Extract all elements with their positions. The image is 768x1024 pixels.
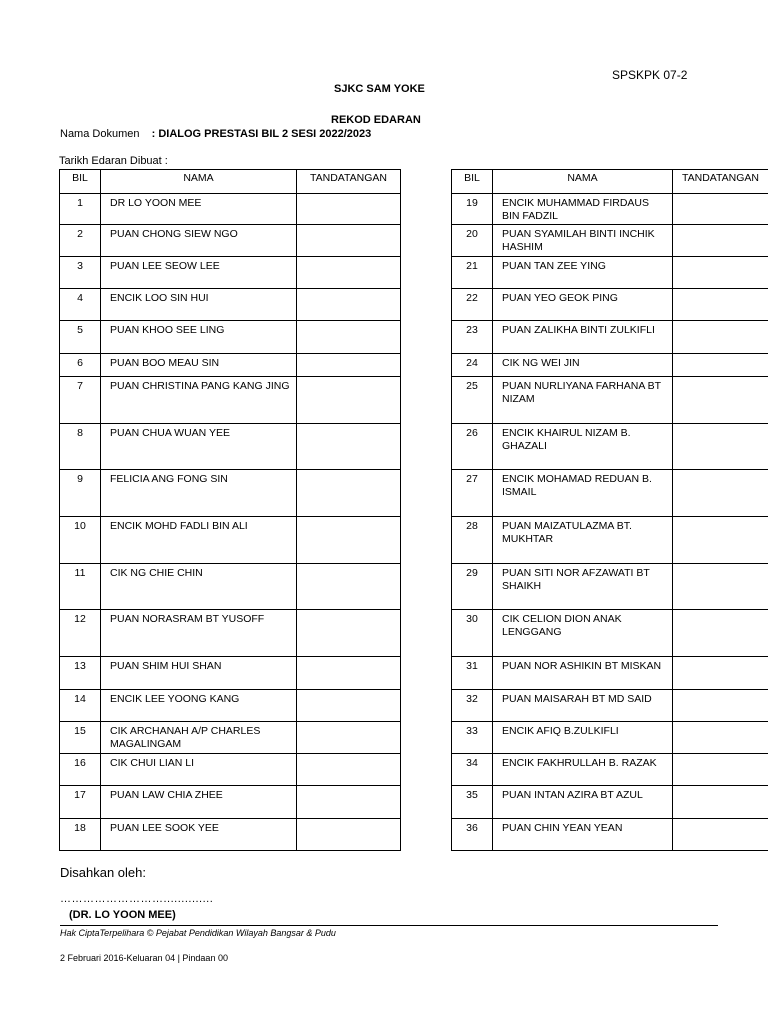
signature-cell[interactable] [297,690,401,722]
issue-line: 2 Februari 2016-Keluaran 04 | Pindaan 00 [60,953,228,963]
row-name: ENCIK AFIQ B.ZULKIFLI [493,722,673,754]
row-number: 3 [60,257,101,289]
row-number: 22 [452,289,493,321]
row-number: 15 [60,722,101,754]
row-number: 19 [452,194,493,225]
table-row [60,754,401,786]
row-name: ENCIK MOHD FADLI BIN ALI [101,517,297,564]
table-row [452,377,768,424]
row-number: 13 [60,657,101,690]
row-name: CIK NG WEI JIN [493,354,673,377]
table-row [60,354,401,377]
row-number: 18 [60,819,101,851]
signature-cell[interactable] [297,564,401,610]
row-number: 32 [452,690,493,722]
table-row [452,610,768,657]
row-number: 31 [452,657,493,690]
signature-cell[interactable] [297,819,401,851]
column-header-tandatangan: TANDATANGAN [673,170,768,194]
table-header-row [60,170,401,194]
table-row [452,424,768,470]
table-row [452,257,768,289]
row-name: PUAN SHIM HUI SHAN [101,657,297,690]
row-name: ENCIK LEE YOONG KANG [101,690,297,722]
row-name: ENCIK MOHAMAD REDUAN B. ISMAIL [493,470,673,517]
signature-line: ……………………….............. [60,893,214,905]
row-name: PUAN NOR ASHIKIN BT MISKAN [493,657,673,690]
row-name: PUAN TAN ZEE YING [493,257,673,289]
footer-divider [60,925,718,926]
row-number: 14 [60,690,101,722]
signature-cell[interactable] [673,194,768,225]
row-number: 20 [452,225,493,257]
table-row [452,690,768,722]
row-number: 29 [452,564,493,610]
table-row [452,470,768,517]
table-row [452,754,768,786]
roster-table-left [59,169,401,851]
row-number: 2 [60,225,101,257]
table-row [60,819,401,851]
signature-cell[interactable] [297,321,401,354]
row-number: 23 [452,321,493,354]
row-name: PUAN SYAMILAH BINTI INCHIK HASHIM [493,225,673,257]
row-number: 8 [60,424,101,470]
signature-cell[interactable] [297,424,401,470]
row-number: 28 [452,517,493,564]
row-number: 26 [452,424,493,470]
signature-cell[interactable] [673,289,768,321]
school-name: SJKC SAM YOKE [334,83,425,95]
signature-cell[interactable] [673,354,768,377]
signature-cell[interactable] [297,610,401,657]
table-row [60,377,401,424]
row-name: ENCIK MUHAMMAD FIRDAUS BIN FADZIL [493,194,673,225]
table-row [60,690,401,722]
row-name: PUAN MAISARAH BT MD SAID [493,690,673,722]
row-number: 6 [60,354,101,377]
signature-cell[interactable] [673,225,768,257]
table-row [60,424,401,470]
signature-cell[interactable] [297,786,401,819]
table-row [452,722,768,754]
table-row [60,225,401,257]
signature-cell[interactable] [673,424,768,470]
table-row [60,610,401,657]
table-row [452,321,768,354]
row-name: ENCIK KHAIRUL NIZAM B. GHAZALI [493,424,673,470]
table-row [452,289,768,321]
row-number: 11 [60,564,101,610]
table-row [452,194,768,225]
row-number: 17 [60,786,101,819]
row-name: PUAN CHIN YEAN YEAN [493,819,673,851]
column-header-tandatangan: TANDATANGAN [297,170,401,194]
signer-name: (DR. LO YOON MEE) [69,909,176,921]
table-row [452,819,768,851]
row-name: PUAN INTAN AZIRA BT AZUL [493,786,673,819]
row-name: CIK CHUI LIAN LI [101,754,297,786]
signature-cell[interactable] [297,657,401,690]
table-header-row [452,170,768,194]
table-row [60,194,401,225]
signature-cell[interactable] [673,564,768,610]
row-number: 35 [452,786,493,819]
signature-cell[interactable] [297,257,401,289]
row-name: CIK NG CHIE CHIN [101,564,297,610]
row-number: 36 [452,819,493,851]
signature-cell[interactable] [297,377,401,424]
row-number: 27 [452,470,493,517]
row-name: ENCIK LOO SIN HUI [101,289,297,321]
table-row [452,517,768,564]
row-name: PUAN BOO MEAU SIN [101,354,297,377]
table-row [60,470,401,517]
signature-cell[interactable] [673,722,768,754]
row-number: 25 [452,377,493,424]
signature-cell[interactable] [297,754,401,786]
signature-cell[interactable] [673,819,768,851]
signature-cell[interactable] [673,517,768,564]
row-name: PUAN CHUA WUAN YEE [101,424,297,470]
row-number: 10 [60,517,101,564]
row-name: PUAN NURLIYANA FARHANA BT NIZAM [493,377,673,424]
table-row [452,564,768,610]
table-row [60,321,401,354]
document-line [60,128,371,140]
row-name: PUAN YEO GEOK PING [493,289,673,321]
signature-cell[interactable] [297,354,401,377]
copyright-notice: Hak CiptaTerpelihara © Pejabat Pendidikan Wilayah Bangsar & Pudu [60,928,336,938]
signature-cell[interactable] [673,754,768,786]
row-name: FELICIA ANG FONG SIN [101,470,297,517]
table-row [60,564,401,610]
row-number: 12 [60,610,101,657]
row-number: 34 [452,754,493,786]
row-name: DR LO YOON MEE [101,194,297,225]
row-number: 24 [452,354,493,377]
table-row [452,225,768,257]
row-name: PUAN LEE SEOW LEE [101,257,297,289]
row-name: PUAN LEE SOOK YEE [101,819,297,851]
table-row [60,257,401,289]
row-number: 5 [60,321,101,354]
column-header-bil: BIL [452,170,493,194]
row-number: 9 [60,470,101,517]
row-name: CIK CELION DION ANAK LENGGANG [493,610,673,657]
table-row [60,289,401,321]
table-row [452,786,768,819]
row-number: 1 [60,194,101,225]
signature-cell[interactable] [673,321,768,354]
column-header-nama: NAMA [101,170,297,194]
signature-cell[interactable] [297,194,401,225]
table-row [60,657,401,690]
signature-cell[interactable] [297,225,401,257]
row-name: PUAN LAW CHIA ZHEE [101,786,297,819]
signature-cell[interactable] [673,470,768,517]
signature-cell[interactable] [297,517,401,564]
row-number: 33 [452,722,493,754]
row-name: PUAN MAIZATULAZMA BT. MUKHTAR [493,517,673,564]
roster-table-right [451,169,768,851]
row-number: 7 [60,377,101,424]
row-name: PUAN SITI NOR AFZAWATI BT SHAIKH [493,564,673,610]
signature-cell[interactable] [673,377,768,424]
row-number: 16 [60,754,101,786]
document-label: Nama Dokumen [60,128,140,140]
row-name: ENCIK FAKHRULLAH B. RAZAK [493,754,673,786]
row-number: 4 [60,289,101,321]
row-number: 30 [452,610,493,657]
row-name: PUAN CHONG SIEW NGO [101,225,297,257]
table-row [452,657,768,690]
column-header-nama: NAMA [493,170,673,194]
signature-cell[interactable] [673,690,768,722]
signature-cell[interactable] [297,722,401,754]
date-label: Tarikh Edaran Dibuat : [59,155,168,167]
record-title: REKOD EDARAN [331,114,421,126]
table-row [452,354,768,377]
row-name: PUAN KHOO SEE LING [101,321,297,354]
form-code: SPSKPK 07-2 [612,68,688,82]
row-number: 21 [452,257,493,289]
signature-cell[interactable] [673,610,768,657]
row-name: PUAN NORASRAM BT YUSOFF [101,610,297,657]
verified-label: Disahkan oleh: [60,865,146,880]
row-name: PUAN CHRISTINA PANG KANG JING [101,377,297,424]
signature-cell[interactable] [673,786,768,819]
row-name: PUAN ZALIKHA BINTI ZULKIFLI [493,321,673,354]
document-value: : DIALOG PRESTASI BIL 2 SESI 2022/2023 [151,128,372,140]
column-header-bil: BIL [60,170,101,194]
table-row [60,517,401,564]
table-row [60,722,401,754]
table-row [60,786,401,819]
row-name: CIK ARCHANAH A/P CHARLES MAGALINGAM [101,722,297,754]
signature-cell[interactable] [297,470,401,517]
signature-cell[interactable] [673,257,768,289]
signature-cell[interactable] [673,657,768,690]
signature-cell[interactable] [297,289,401,321]
